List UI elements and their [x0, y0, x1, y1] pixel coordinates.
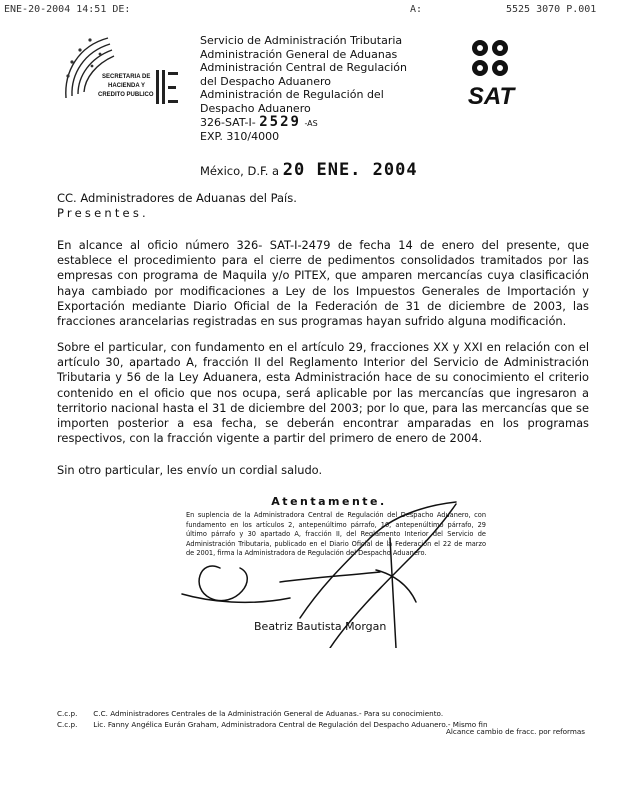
logo-left-line-3: CREDITO PUBLICO: [98, 92, 154, 98]
header-line-3: Administración Central de Regulación: [200, 61, 407, 75]
header-line-5: Administración de Regulación del: [200, 88, 384, 102]
sat-logo: [452, 38, 530, 110]
header-line-1: Servicio de Administración Tributaria: [200, 34, 403, 47]
header-line-4: del Despacho Aduanero: [200, 74, 332, 88]
oficio-number-line: [200, 113, 420, 131]
oficio-suffix: -AS: [304, 118, 318, 128]
signer-name: Beatriz Bautista Morgan: [254, 620, 387, 633]
oficio-number: 2529: [259, 113, 301, 130]
fax-header-left: ENE-20-2004 14:51 DE:: [4, 4, 131, 15]
header-line-6: Despacho Aduanero: [200, 101, 311, 115]
expediente: EXP. 310/4000: [200, 130, 280, 144]
body-paragraph-1: En alcance al oficio número 326- SAT-I-2479 de fecha 14 de enero del presente, que establece el procedimiento para el cierre de pedimentos consolidados tramitados por las empresas con programa de Maquila y/o PITEX, que amparen mercancías cuya clasificación haya cambiado por modificaciones a Ley de los Impuestos Generales de Importación y Exportación mediante Diario Oficial de la Federación de 31 de diciembre de 2003, las fracciones arancelarias registradas en sus programas hayan sufrido alguna modificación.: [57, 238, 589, 329]
suplencia-text: En suplencia de la Administradora Central de Regulación del Despacho Aduanero, con fundamento en los artículos 2, antepenúltimo párrafo, 10, antepenúltimo párrafo, 29 último párrafo y 30 apartado A, fracción II, del Reglamento Interior del Servicio de Administración Tributaria, publicado en el Diario Oficial de la Federación el 22 de marzo de 2001, firma la Administradora de Regulación del Despacho Aduanero.: [186, 511, 486, 558]
logo-left-line-2: HACIENDA Y: [108, 83, 145, 89]
fax-header-mid: A:: [410, 4, 423, 15]
footnote: Alcance cambio de fracc. por reformas: [446, 727, 586, 736]
body-paragraph-2: Sobre el particular, con fundamento en el artículo 29, fracciones XX y XXI en relación con el artículo 30, apartado A, fracción II del Reglamento Interior del Servicio de Administración Tributaria y 56 de la Ley Aduanera, esta Administración hace de su conocimiento el criterio contenido en el oficio que nos ocupa, será aplicable por las mercancías que ingresaron a territorio nacional hasta el 31 de diciembre del 2003; por lo que, para las mercancías que se importen posterior a esa fecha, se deberán encontrar amparadas en los programas respectivos, con la fracción vigente a partir del primero de enero de 2004.: [57, 340, 589, 446]
sat-logo-text: SAT: [467, 83, 515, 110]
date-prefix: México, D.F. a: [200, 164, 280, 178]
ccp-label: C.c.p.: [57, 720, 78, 729]
date-stamp: 20 ENE. 2004: [282, 160, 418, 180]
addressee: [57, 191, 297, 221]
date-line: [200, 160, 418, 180]
addressee-line-2: Presentes.: [57, 206, 149, 220]
fax-header: [4, 4, 632, 18]
ccp-list: [57, 708, 488, 730]
sender-header: [200, 34, 420, 144]
shcp-logo: [60, 32, 190, 112]
oficio-prefix: 326-SAT-I-: [200, 115, 256, 129]
addressee-line-1: CC. Administradores de Aduanas del País.: [57, 191, 297, 205]
ccp-row: [57, 719, 488, 730]
header-line-2: Administración General de Aduanas: [200, 47, 398, 61]
fax-header-right: 5525 3070 P.001: [506, 4, 597, 15]
svg-text:SECRETARIA DE HACIENDA Y: [98, 74, 154, 98]
closing-block: [186, 495, 486, 559]
closing-atentamente: Atentamente.: [271, 495, 387, 508]
ccp-label: C.c.p.: [57, 709, 78, 718]
ccp-text: C.C. Administradores Centrales de la Administración General de Aduanas.- Para su conocimiento.: [93, 709, 444, 718]
ccp-text: Lic. Fanny Angélica Eurán Graham, Administradora Central de Regulación del Despacho Aduanero.- Mismo fin: [93, 720, 488, 729]
ccp-row: [57, 708, 488, 719]
logo-left-line-1: SECRETARIA DE: [102, 74, 151, 80]
body-paragraph-3: Sin otro particular, les envío un cordial saludo.: [57, 463, 323, 477]
